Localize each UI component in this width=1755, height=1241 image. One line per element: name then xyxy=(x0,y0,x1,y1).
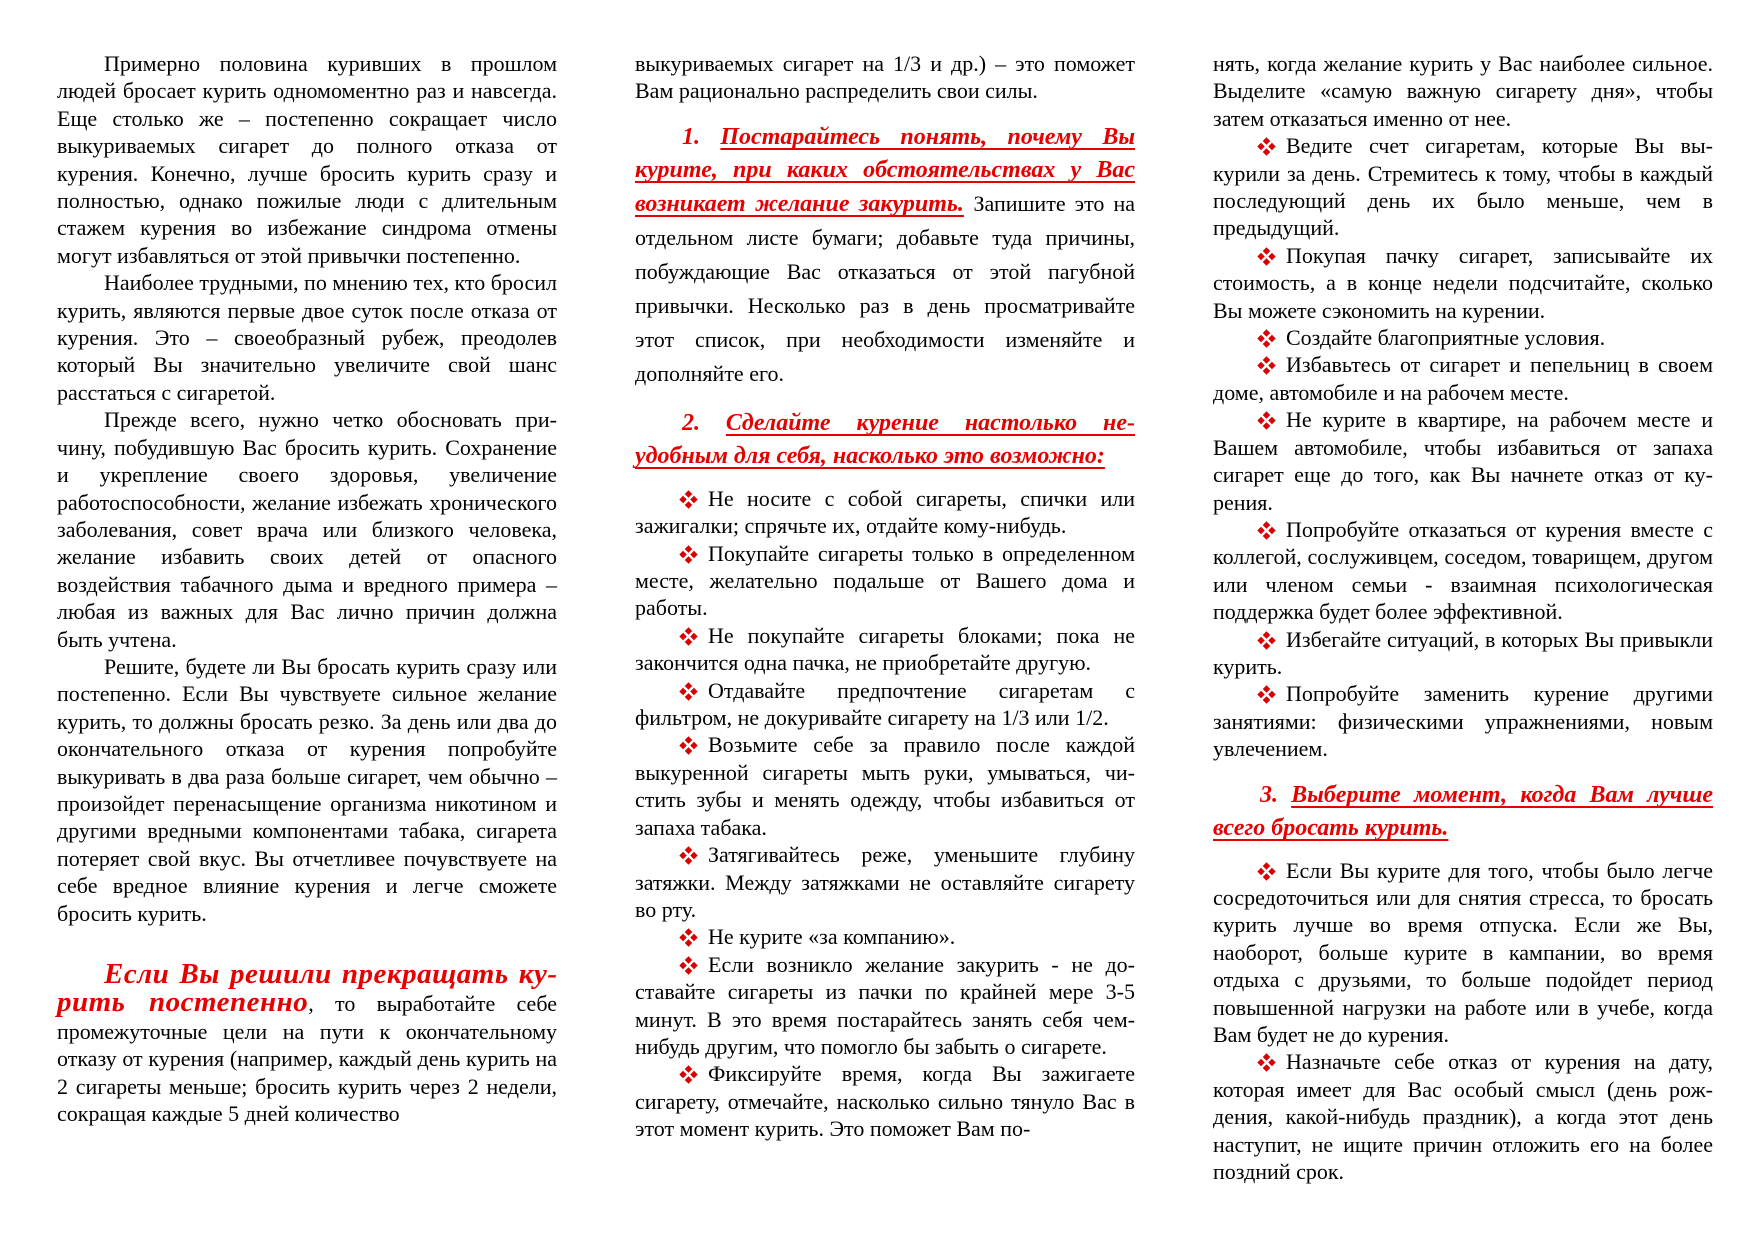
bullet-item xyxy=(1213,242,1713,324)
bullet-text: Фиксируйте время, когда Вы зажигаете сигарету, отмечайте, насколько сильно тянуло Вас в этот момент курить. Это поможет Вам по- xyxy=(635,1061,1135,1142)
bullet-item xyxy=(1213,351,1713,406)
bullet-text: Отдавайте предпочтение сигаретам с фильтром, не докуривайте сигарету на 1/3 или 1/2. xyxy=(635,677,1135,731)
diamond-bullet-icon xyxy=(679,1066,697,1084)
heading-1-number: 1. xyxy=(682,123,700,150)
bullet-item xyxy=(1213,516,1713,626)
bullet-item xyxy=(635,622,1135,677)
bullet-text: Если возникло желание закурить - не доставайте сигареты из пачки по крайней мере 3-5 минут. В это время постарайтесь занять себя чем-нибудь другим, что помогло бы забыть о сигарете. xyxy=(635,951,1135,1059)
diamond-bullet-icon xyxy=(679,929,697,947)
diamond-bullet-icon xyxy=(679,682,697,700)
bullet-text: Не покупайте сигареты блоками; пока не закончится одна пачка, не приобретайте другую. xyxy=(635,622,1135,676)
bullet-text: Избавьтесь от сигарет и пепельниц в своем доме, автомобиле и на рабочем месте. xyxy=(1213,352,1713,405)
paragraph-continuation: нять, когда желание курить у Вас наиболее сильное. Выделите «самую важную сигарету дня», чтобы затем отказаться именно от нее. xyxy=(1213,51,1713,131)
diamond-bullet-icon xyxy=(1257,412,1275,430)
heading-2-title: Сделайте курение настолько неудобным для себя, насколько это возможно: xyxy=(635,409,1136,469)
heading-1-following-text: Запишите это на отдельном листе бумаги; добавьте туда причины, побуждающие Вас отказаться от этой пагубной привычки. Несколько раз в день просматривайте этот список, при необходимости изменяйте и дополняйте его. xyxy=(635,190,1135,386)
column-2 xyxy=(635,50,1135,1241)
paragraph-decide: Решите, будете ли Вы бросать курить сразу или постепенно. Если Вы чувствуете сильное желание курить, то должны бросать резко. За день или два до окончательного отказа от курения попробуйте выкуривать в два раза больше сигарет, чем обычно – произойдет перенасыщение организма никотином и другими вредными компонентами табака, сигарета потеряет свой вкус. Вы отчетливее почувствуете на себе вредное влияние курения и легче сможете бросить курить. xyxy=(57,653,557,926)
bullet-text: Покупая пачку сигарет, записывайте их стоимость, а в конце недели подсчитайте, сколько Вы можете сэкономить на курении. xyxy=(1213,242,1713,323)
diamond-bullet-icon xyxy=(679,490,697,508)
heading-3-title: Выберите момент, когда Вам лучше всего бросать курить. xyxy=(1213,781,1713,841)
bullet-item xyxy=(1213,680,1713,762)
bullet-text: Не курите «за компанию». xyxy=(708,924,956,950)
bullet-item xyxy=(1213,324,1713,351)
bullet-item xyxy=(635,677,1135,732)
diamond-bullet-icon xyxy=(1257,1054,1275,1072)
column-3 xyxy=(1213,50,1713,1241)
paragraph-reasons: Прежде всего, нужно четко обосновать причину, побудившую Вас бросить курить. Сохранение и укрепление своего здоровья, увеличение работоспособности, желание избежать хронического заболевания, совет врача или близкого человека, желание избавить своих детей от опасного воздействия табачного дыма и вредного примера – любая из важных для Вас лично причин должна быть учтена. xyxy=(57,407,557,652)
bullet-text: Избегайте ситуаций, в которых Вы привыкли курить. xyxy=(1213,626,1713,679)
section-heading-2-paragraph xyxy=(635,407,1135,473)
bullet-text: Попробуйте заменить курение другими занятиями: физическими упражнениями, новым увлечением. xyxy=(1213,681,1713,762)
paragraph-hardest-days: Наиболее трудными, по мнению тех, кто бросил курить, являются первые двое суток после отказа от курения. Это – своеобразный рубеж, преодолев который Вы значительно увеличите свой шанс расстаться с сигаретой. xyxy=(57,270,557,405)
paragraph-continuation: выкуриваемых сигарет на 1/3 и др.) – это поможет Вам рационально распределить свои силы. xyxy=(635,51,1135,104)
diamond-bullet-icon xyxy=(679,737,697,755)
bullet-text: Ведите счет сигаретам, которые Вы выкурили за день. Стремитесь к тому, чтобы в каждый последующий день их было меньше, чем в предыдущий. xyxy=(1213,133,1713,241)
paragraph-intro: Примерно половина куривших в прошлом людей бросает курить одномоментно раз и навсегда. Еще столько же – постепенно сокращает число выкуриваемых сигарет до полного отказа от курения. Конечно, лучше бросить курить сразу и полностью, однако пожилые люди с длительным стажем курения во избежание синдрома отмены могут избавляться от этой привычки постепенно. xyxy=(57,51,557,268)
bullet-item xyxy=(635,485,1135,540)
diamond-bullet-icon xyxy=(1257,357,1275,375)
bullet-text: Если Вы курите для того, чтобы было легче сосредоточиться или для снятия стресса, то бросать курить лучше во время отпуска. Если же Вы, наоборот, больше курите в кампании, во время отдыха с друзьями, то больше подойдет период повышенной нагрузки на работе или в учебе, когда Вам будет не до курения. xyxy=(1213,857,1713,1047)
gradual-quit-heading: Если Вы решили прекращать курить постепенно xyxy=(57,958,557,1019)
bullet-item xyxy=(635,951,1135,1061)
heading-2-number: 2. xyxy=(682,409,700,436)
diamond-bullet-icon xyxy=(1257,138,1275,156)
diamond-bullet-icon xyxy=(1257,329,1275,347)
section-heading-3-paragraph xyxy=(1213,779,1713,845)
gradual-quit-heading-paragraph xyxy=(57,958,557,1127)
diamond-bullet-icon xyxy=(1257,862,1275,880)
bullet-text: Создайте благоприятные условия. xyxy=(1286,325,1606,351)
bullet-text: Возьмите себе за правило после каждой выкуренной сигареты мыть руки, умываться, чистить зубы и менять одежду, чтобы избавиться от запаха табака. xyxy=(635,732,1135,840)
bullet-text: Назначьте себе отказ от курения на дату, которая имеет для Вас особый смысл (день рождения, какой-нибудь праздник), а когда этот день наступит, не ищите причин отложить его на более поздний срок. xyxy=(1213,1049,1713,1185)
bullet-item xyxy=(1213,406,1713,516)
bullet-text: Затягивайтесь реже, уменьшите глубину затяжки. Между затяжками не оставляйте сигарету во рту. xyxy=(635,842,1135,922)
bullet-item xyxy=(1213,132,1713,242)
bullet-item xyxy=(635,1060,1135,1142)
bullet-item xyxy=(635,923,1135,950)
diamond-bullet-icon xyxy=(679,846,697,864)
bullet-item xyxy=(1213,1048,1713,1185)
bullet-text: Не носите с собой сигареты, спички или зажигалки; спрячьте их, отдайте кому-нибудь. xyxy=(635,485,1135,539)
bullet-text: Не курите в квартире, на рабочем месте и Вашем автомобиле, чтобы избавиться от запаха сигарет еще до того, как Вы начнете отказ от курения. xyxy=(1213,407,1713,515)
diamond-bullet-icon xyxy=(679,627,697,645)
heading-1-title: Постарайтесь понять, почему Вы курите, при каких обстоятельствах у Вас возникает желание закурить. xyxy=(635,123,1135,217)
bullet-text: Покупайте сигареты только в определенном месте, желательно подальше от Вашего дома и работы. xyxy=(635,540,1135,621)
bullet-item xyxy=(635,841,1135,923)
diamond-bullet-icon xyxy=(679,545,697,563)
diamond-bullet-icon xyxy=(1257,631,1275,649)
bullet-text: Попробуйте отказаться от курения вместе с коллегой, сослуживцем, соседом, товарищем, другом или членом семьи - взаимная психологическая поддержка будет более эффективной. xyxy=(1213,516,1713,625)
diamond-bullet-icon xyxy=(1257,521,1275,539)
section-heading-1-paragraph xyxy=(635,121,1135,391)
bullet-item xyxy=(1213,857,1713,1049)
diamond-bullet-icon xyxy=(679,956,697,974)
diamond-bullet-icon xyxy=(1257,686,1275,704)
diamond-bullet-icon xyxy=(1257,247,1275,265)
bullet-item xyxy=(1213,626,1713,681)
column-1 xyxy=(57,50,557,1241)
bullet-item xyxy=(635,540,1135,622)
gradual-quit-following-text: , то выработайте себе промежуточные цели на пути к окончательному отказу от курения (например, каждый день курить на 2 сигареты меньше; бросить курить через 2 недели, сокращая каждые 5 дней количество xyxy=(57,991,557,1127)
bullet-item xyxy=(635,731,1135,841)
heading-3-number: 3. xyxy=(1260,781,1278,808)
